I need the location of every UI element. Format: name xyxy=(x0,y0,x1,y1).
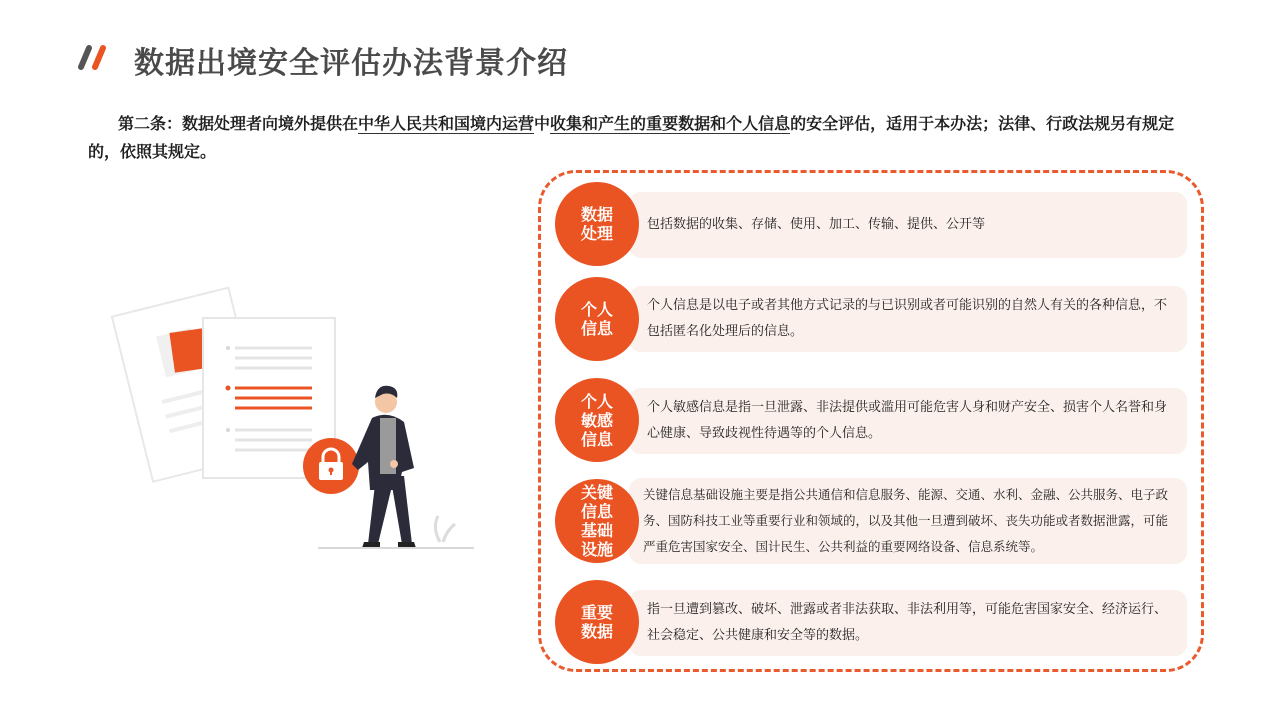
person-figure xyxy=(352,386,416,548)
document-security-illustration xyxy=(110,280,490,560)
definition-row xyxy=(555,388,1187,454)
double-slash-icon xyxy=(72,44,112,70)
definition-text: 关键信息基础设施主要是指公共通信和信息服务、能源、交通、水利、金融、公共服务、电子政务、国防科技工业等重要行业和领域的，以及其他一旦遭到破坏、丧失功能或者数据泄露，可能严重危害国家安全、国计民生、公共利益的重要网络设备、信息系统等。 xyxy=(643,487,1169,554)
definition-badge xyxy=(555,378,639,462)
definition-row xyxy=(555,192,1187,258)
intro-text: 中 xyxy=(534,114,551,133)
intro-text: 第二条：数据处理者向境外提供在 xyxy=(118,114,359,133)
definition-label: 个人信息 xyxy=(580,300,613,338)
definition-label: 个人敏感信息 xyxy=(580,391,613,449)
lock-icon xyxy=(303,438,359,494)
page-title: 数据出境安全评估办法背景介绍 xyxy=(134,46,568,81)
definition-label: 关键信息基础设施 xyxy=(580,483,613,559)
definition-text: 指一旦遭到篡改、破坏、泄露或者非法获取、非法利用等，可能危害国家安全、经济运行、社会稳定、公共健康和安全等的数据。 xyxy=(647,602,1168,643)
intro-text: 的安全评估，适用于本办法；法律、行政法规另有规定的，依照其规定。 xyxy=(88,114,1175,161)
intro-paragraph xyxy=(88,110,1192,166)
definition-row xyxy=(555,590,1187,656)
plant-decoration xyxy=(435,516,455,542)
definition-row xyxy=(555,286,1187,352)
intro-underlined-text: 重要数据和个人信息 xyxy=(646,114,791,133)
definition-text: 个人敏感信息是指一旦泄露、非法提供或滥用可能危害人身和财产安全、损害个人名誉和身心健康、导致歧视性待遇等的个人信息。 xyxy=(647,400,1168,441)
definition-label: 重要数据 xyxy=(580,603,613,641)
definition-label: 数据处理 xyxy=(580,205,613,243)
definition-badge xyxy=(555,580,639,664)
definition-badge xyxy=(555,479,639,563)
definition-badge xyxy=(555,182,639,266)
intro-underlined-text: 收集和产生的 xyxy=(550,114,647,133)
definition-text: 包括数据的收集、存储、使用、加工、传输、提供、公开等 xyxy=(647,217,986,232)
definition-text: 个人信息是以电子或者其他方式记录的与已识别或者可能识别的自然人有关的各种信息，不包括匿名化处理后的信息。 xyxy=(647,298,1168,339)
definition-row xyxy=(555,478,1187,564)
definition-badge xyxy=(555,277,639,361)
intro-underlined-text: 中华人民共和国境内运营 xyxy=(358,114,535,133)
